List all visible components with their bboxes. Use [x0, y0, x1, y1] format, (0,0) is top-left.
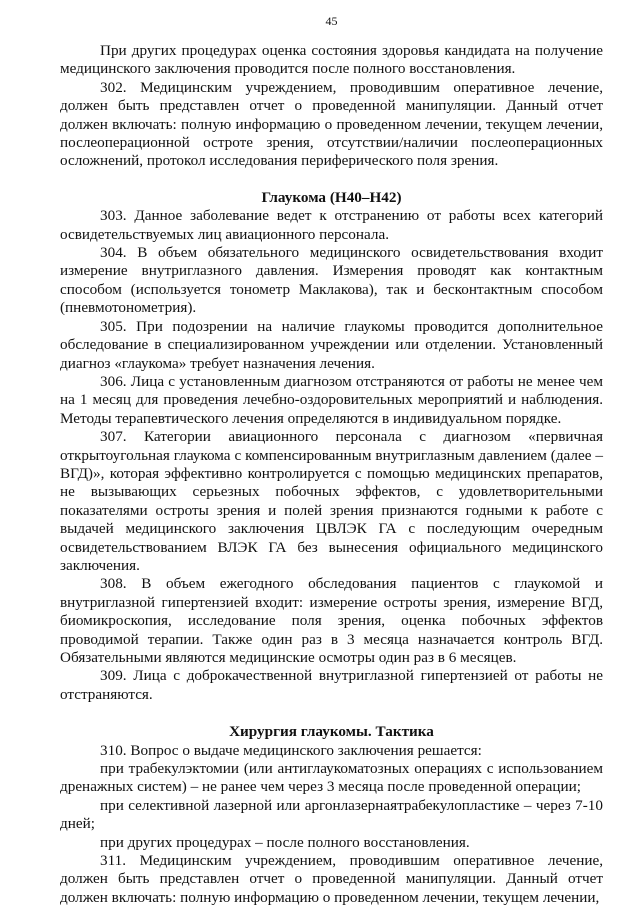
paragraph-304: 304. В объем обязательного медицинского освидетельствования входит измерение внутриглазного давления. Измерения проводят как контактным способом (используется тонометр Маклакова), так и бесконтактным способом (пневмотонометрия).	[60, 244, 603, 317]
paragraph-310: 310. Вопрос о выдаче медицинского заключения решается:	[100, 741, 482, 759]
paragraph-311: 311. Медицинским учреждением, проводившим оперативное лечение, должен быть представлен отчет о проведенной манипуляции. Данный отчет должен включать: полную информацию о проведенном лечении, текущем лечении,	[60, 852, 603, 906]
paragraph-310-trabeculectomy: при трабекулэктомии (или антиглаукоматозных операциях с использованием дренажных систем) – не ранее чем через 3 месяца после проведенной операции;	[60, 760, 603, 796]
paragraph-310-other: при других процедурах – после полного восстановления.	[100, 833, 470, 851]
paragraph-306: 306. Лица с установленным диагнозом отстраняются от работы не менее чем на 1 месяц для проведения лечебно-оздоровительных мероприятий и наблюдения. Методы терапевтического лечения определяются в индивидуальном порядке.	[60, 372, 603, 427]
section-heading-glaucoma: Глаукома (Н40–Н42)	[261, 188, 402, 206]
spacer	[60, 704, 603, 723]
section-heading-glaucoma-surgery: Хирургия глаукомы. Тактика	[229, 723, 434, 741]
paragraph-302: 302. Медицинским учреждением, проводившим оперативное лечение, должен быть представлен отчет о проведенной манипуляции. Данный отчет должен включать: полную информацию о проведенном лечении, текущем лечении, послеоперационной остроте зрения, отсутствии/наличии послеоперационных осложнений, протокол исследования периферического поля зрения.	[60, 78, 603, 170]
paragraph-303: 303. Данное заболевание ведет к отстранению от работы всех категорий освидетельствуемых лиц авиационного персонала.	[60, 207, 603, 243]
page-number: 45	[325, 14, 338, 28]
spacer	[60, 171, 603, 189]
paragraph-308: 308. В объем ежегодного обследования пациентов с глаукомой и внутриглазной гипертензией входит: измерение остроты зрения, измерение ВГД, биомикроскопия, исследование поля зрения, оценка побочных эффектов проводимой терапии. Также один раз в 3 месяца назначается контроль ВГД. Обязательными являются медицинские осмотры один раз в 6 месяцев.	[60, 575, 603, 666]
paragraph-307: 307. Категории авиационного персонала с диагнозом «первичная открытоугольная глаукома с компенсированным внутриглазным давлением (далее – ВГД)», которая эффективно контролируется с помощью медицинских препаратов, не вызывающих серьезных побочных эффектов, с удовлетворительными показателями остроты зрения и полей зрения признаются годными к работе с выдачей медицинского заключения ЦВЛЭК ГА с последующим очередным освидетельствованием ВЛЭК ГА без вынесения официального медицинского заключения.	[60, 428, 603, 574]
paragraph-310-laser: при селективной лазерной или аргонлазернаятрабекулопластике – через 7-10 дней;	[60, 796, 603, 833]
paragraph-other-procedures: При других процедурах оценка состояния здоровья кандидата на получение медицинского заключения проводится после полного восстановления.	[60, 42, 603, 78]
paragraph-305: 305. При подозрении на наличие глаукомы проводится дополнительное обследование в специализированном учреждении или отделении. Установленный диагноз «глаукома» требует назначения лечения.	[60, 317, 603, 372]
paragraph-309: 309. Лица с доброкачественной внутриглазной гипертензией от работы не отстраняются.	[60, 667, 603, 703]
